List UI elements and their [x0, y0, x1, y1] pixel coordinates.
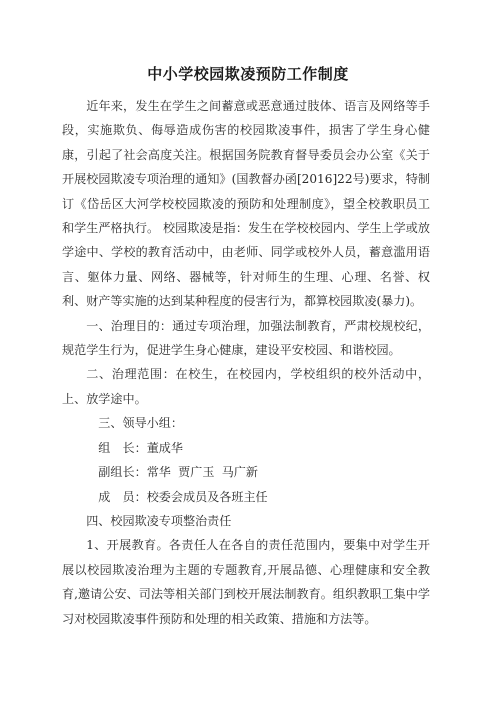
deputy-line	[62, 460, 430, 484]
member-label: 成 员：	[98, 489, 147, 504]
deputy-label: 副组长：	[98, 465, 147, 480]
leader-name: 董成华	[146, 440, 183, 455]
leader-label: 组 长：	[98, 440, 147, 455]
deputy-name-1: 常华	[146, 465, 171, 480]
section2-paragraph: 二、治理范围：在校生，在校园内，学校组织的校外活动中，上、放学途中。	[62, 367, 430, 406]
deputy-name-2: 贾广玉	[178, 465, 215, 480]
document-title: 中小学校园欺凌预防工作制度	[147, 65, 349, 83]
member-line	[62, 485, 430, 509]
leader-line	[62, 436, 430, 460]
section3-heading: 三、领导小组：	[98, 416, 183, 431]
section1-paragraph: 一、治理目的：通过专项治理，加强法制教育，严肃校规校纪，规范学生行为，促进学生身心健康，建设平安校园、和谐校园。	[62, 318, 430, 358]
document-body	[62, 94, 430, 631]
item1-paragraph: 1、开展教育。各责任人在各自的责任范围内，要集中对学生开展以校园欺凌治理为主题的专题教育,开展品德、心理健康和安全教育,邀请公安、司法等相关部门到校开展法制教育。组织教职工集中学习对校园欺凌事件预防和处理的相关政策、措施和方法等。	[62, 538, 430, 626]
deputy-name-3: 马广新	[221, 465, 258, 480]
section4-heading: 四、校园欺凌专项整治责任	[86, 513, 232, 528]
intro-paragraph: 近年来，发生在学生之间蓄意或恶意通过肢体、语言及网络等手段，实施欺负、侮辱造成伤害的校园欺凌事件，损害了学生身心健康，引起了社会高度关注。根据国务院教育督导委员会办公室《关于开展校园欺凌专项治理的通知》(国教督办函[2016]22号)要求，特制订《岱岳区大河学校校园欺凌的预防和处理制度》，望全校教职员工和学生严格执行。 校园欺凌是指：发生在学校校园内、学生上学或放学途中、学校的教育活动中，由老师、同学或校外人员，蓄意滥用语言、躯体力量、网络、器械等，针对师生的生理、心理、名誉、权利、财产等实施的达到某种程度的侵害行为，都算校园欺凌(暴力)。	[62, 99, 430, 309]
member-value: 校委会成员及各班主任	[146, 489, 268, 504]
